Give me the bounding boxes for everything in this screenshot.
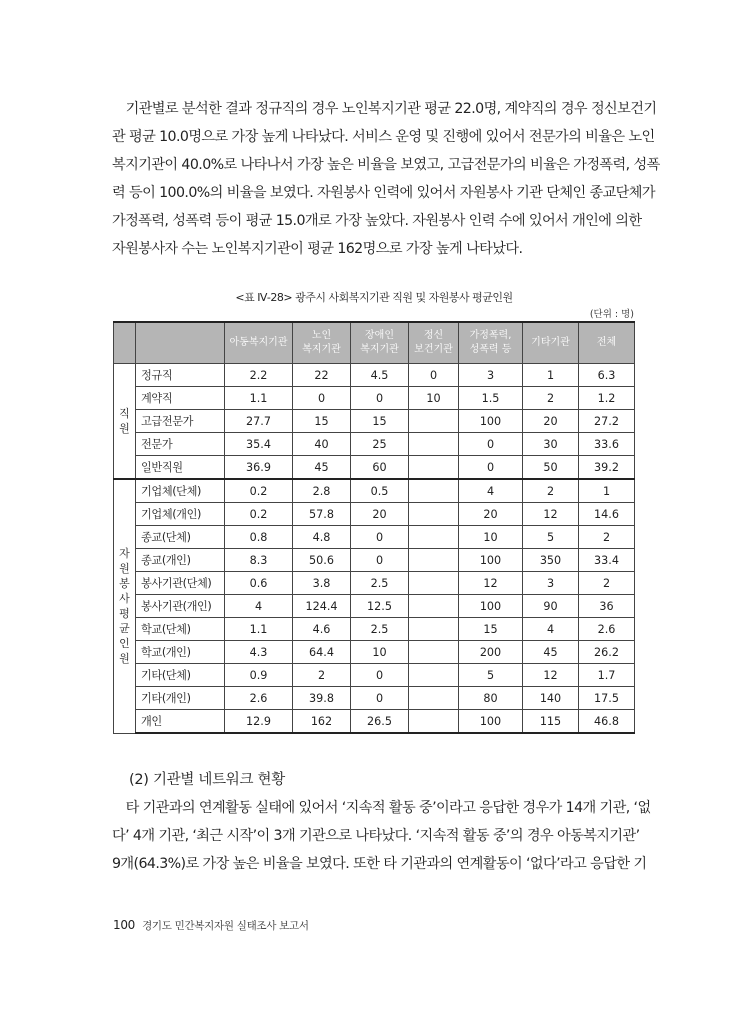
header-line: 보건기관: [414, 344, 453, 355]
table-cell: 30: [523, 433, 579, 456]
table-cell: 25: [351, 433, 409, 456]
table-cell: 1.5: [459, 387, 523, 410]
table-cell: [409, 410, 459, 433]
group-label-char: 평: [119, 607, 130, 621]
table-cell: 27.2: [579, 410, 635, 433]
table-cell: 10: [459, 526, 523, 549]
row-label: 기타(단체): [136, 664, 225, 687]
table-cell: 33.6: [579, 433, 635, 456]
group-label-char: 사: [119, 592, 130, 606]
header-other-agencies: 기타기관: [523, 322, 579, 364]
table-row: [114, 710, 635, 734]
table-cell: 12: [523, 503, 579, 526]
row-label: 학교(단체): [136, 618, 225, 641]
table-cell: 1.1: [225, 618, 293, 641]
table-cell: 1: [579, 479, 635, 503]
table-cell: 39.2: [579, 456, 635, 480]
table-cell: 33.4: [579, 549, 635, 572]
paragraph-line: 복지기관이 40.0%로 나타나서 가장 높은 비율을 보였고, 고급전문가의 비율은 가정폭력, 성폭: [112, 157, 660, 173]
paragraph-line: 자원봉사자 수는 노인복지기관이 평균 162명으로 가장 높게 나타났다.: [112, 241, 523, 257]
page-number: 100: [113, 918, 136, 932]
table-cell: 0: [351, 664, 409, 687]
row-label: 봉사기관(개인): [136, 595, 225, 618]
header-total: 전체: [579, 322, 635, 364]
group-label-char: 인: [119, 637, 130, 651]
table-cell: 50.6: [293, 549, 351, 572]
table-row: [114, 641, 635, 664]
table-cell: 2.5: [351, 618, 409, 641]
table-cell: 162: [293, 710, 351, 734]
paragraph-line: 9개(64.3%)로 가장 높은 비율을 보였다. 또한 타 기관과의 연계활동이 ‘없다’라고 응답한 기: [112, 856, 647, 872]
table-cell: 45: [523, 641, 579, 664]
table-unit: (단위 : 명): [589, 309, 634, 320]
table-cell: 0: [351, 687, 409, 710]
row-label: 정규직: [136, 364, 225, 387]
table-cell: 3.8: [293, 572, 351, 595]
header-child-welfare: 아동복지기관: [225, 322, 293, 364]
table-cell: 45: [293, 456, 351, 480]
table-row: [114, 687, 635, 710]
table-cell: 3: [523, 572, 579, 595]
table-row: [114, 410, 635, 433]
table-cell: 100: [459, 410, 523, 433]
report-title: 경기도 민간복지자원 실태조사 보고서: [142, 920, 309, 932]
paragraph-line: 력 등이 100.0%의 비율을 보였다. 자원봉사 인력에 있어서 자원봉사 기관 단체인 종교단체가: [112, 185, 655, 201]
table-cell: 350: [523, 549, 579, 572]
table-row: [114, 503, 635, 526]
table-cell: [409, 503, 459, 526]
table-cell: 8.3: [225, 549, 293, 572]
page-footer: [113, 918, 309, 933]
table-cell: 2: [579, 572, 635, 595]
table-cell: 5: [523, 526, 579, 549]
paragraph-line: 타 기관과의 연계활동 실태에 있어서 ‘지속적 활동 중’이라고 응답한 경우가 14개 기관, ‘없: [112, 800, 651, 816]
table-cell: 0.2: [225, 479, 293, 503]
table-cell: 200: [459, 641, 523, 664]
staff-volunteer-table: [113, 321, 635, 734]
table-cell: 0: [351, 549, 409, 572]
table-row: [114, 479, 635, 503]
table-caption: <표 Ⅳ-28> 광주시 사회복지기관 직원 및 자원봉사 평균인원: [235, 291, 513, 304]
table-cell: 5: [459, 664, 523, 687]
table-cell: 0.9: [225, 664, 293, 687]
row-label: 종교(개인): [136, 549, 225, 572]
table-cell: 4.3: [225, 641, 293, 664]
table-cell: 27.7: [225, 410, 293, 433]
table-cell: 40: [293, 433, 351, 456]
table-cell: 64.4: [293, 641, 351, 664]
table-cell: 12.5: [351, 595, 409, 618]
header-line: 장애인: [365, 330, 394, 341]
row-label: 종교(단체): [136, 526, 225, 549]
table-cell: 0.8: [225, 526, 293, 549]
table-cell: 12: [523, 664, 579, 687]
header-domestic-violence: [459, 322, 523, 364]
row-label: 고급전문가: [136, 410, 225, 433]
table-cell: 26.5: [351, 710, 409, 734]
header-mental-health: [409, 322, 459, 364]
table-row: [114, 572, 635, 595]
table-cell: 4: [459, 479, 523, 503]
table-cell: 1.2: [579, 387, 635, 410]
table-cell: 36: [579, 595, 635, 618]
table-cell: [409, 479, 459, 503]
table-cell: 50: [523, 456, 579, 480]
row-label: 기업체(단체): [136, 479, 225, 503]
table-cell: 100: [459, 549, 523, 572]
table-cell: 140: [523, 687, 579, 710]
table-row: [114, 618, 635, 641]
group-label-char: 원: [119, 562, 130, 576]
table-cell: 22: [293, 364, 351, 387]
table-row: [114, 433, 635, 456]
table-cell: 20: [459, 503, 523, 526]
table-cell: 4.6: [293, 618, 351, 641]
header-line: 성폭력 등: [469, 344, 512, 355]
table-cell: [409, 710, 459, 734]
table-cell: 0: [293, 387, 351, 410]
table-cell: 2: [523, 479, 579, 503]
table-cell: 4: [225, 595, 293, 618]
body-paragraph-2: [112, 794, 651, 878]
table-cell: [409, 664, 459, 687]
row-label: 전문가: [136, 433, 225, 456]
table-cell: 124.4: [293, 595, 351, 618]
table-row: [114, 387, 635, 410]
group-label-char: 자: [119, 547, 130, 561]
table-cell: 26.2: [579, 641, 635, 664]
table-row: [114, 456, 635, 480]
table-cell: 2.6: [579, 618, 635, 641]
table-cell: 2.6: [225, 687, 293, 710]
table-cell: 1.1: [225, 387, 293, 410]
table-cell: 3: [459, 364, 523, 387]
group-label-char: 원: [119, 652, 130, 666]
table-cell: 20: [523, 410, 579, 433]
table-cell: 1: [523, 364, 579, 387]
table-cell: 2: [579, 526, 635, 549]
table-cell: 4.8: [293, 526, 351, 549]
table-row: [114, 364, 635, 387]
header-elderly-welfare: [293, 322, 351, 364]
row-label: 일반직원: [136, 456, 225, 480]
section-title: (2) 기관별 네트워크 현황: [129, 772, 285, 788]
table-cell: 14.6: [579, 503, 635, 526]
header-blank: [114, 322, 136, 364]
header-blank: [136, 322, 225, 364]
paragraph-line: 다’ 4개 기관, ‘최근 시작’이 3개 기관으로 나타났다. ‘지속적 활동 중’의 경우 아동복지기관’: [112, 828, 640, 844]
table-cell: 0: [459, 433, 523, 456]
row-label: 계약직: [136, 387, 225, 410]
table-row: [114, 664, 635, 687]
table-row: [114, 526, 635, 549]
header-disability-welfare: [351, 322, 409, 364]
table-cell: 2.8: [293, 479, 351, 503]
row-label: 학교(개인): [136, 641, 225, 664]
table-cell: 80: [459, 687, 523, 710]
table-row: [114, 595, 635, 618]
table-cell: 17.5: [579, 687, 635, 710]
paragraph-line: 가정폭력, 성폭력 등이 평균 15.0개로 가장 높았다. 자원봉사 인력 수에 있어서 개인에 의한: [112, 213, 642, 229]
table-row: [114, 549, 635, 572]
table-cell: 0: [351, 526, 409, 549]
header-line: 정신: [423, 330, 444, 341]
table-cell: 10: [351, 641, 409, 664]
table-cell: 46.8: [579, 710, 635, 734]
table-cell: 36.9: [225, 456, 293, 480]
row-label: 기업체(개인): [136, 503, 225, 526]
table-cell: 90: [523, 595, 579, 618]
table-cell: [409, 526, 459, 549]
table-cell: 0: [351, 387, 409, 410]
table-cell: 0: [409, 364, 459, 387]
table-header-row: [114, 322, 635, 364]
table-cell: 15: [293, 410, 351, 433]
row-label: 봉사기관(단체): [136, 572, 225, 595]
header-line: 노인: [311, 330, 332, 341]
table-cell: [409, 456, 459, 480]
table-cell: 60: [351, 456, 409, 480]
group-label-char: 직: [119, 407, 130, 420]
paragraph-line: 관 평균 10.0명으로 가장 높게 나타났다. 서비스 운영 및 진행에 있어서 전문가의 비율은 노인: [112, 129, 655, 145]
table-cell: [409, 595, 459, 618]
header-line: 복지기관: [302, 344, 341, 355]
table-cell: 15: [351, 410, 409, 433]
table-cell: 115: [523, 710, 579, 734]
table-cell: 2: [523, 387, 579, 410]
table-cell: 1.7: [579, 664, 635, 687]
table-cell: [409, 572, 459, 595]
row-label: 기타(개인): [136, 687, 225, 710]
table-cell: 2.5: [351, 572, 409, 595]
table-cell: [409, 549, 459, 572]
table-cell: 10: [409, 387, 459, 410]
table-cell: 20: [351, 503, 409, 526]
paragraph-line: 기관별로 분석한 결과 정규직의 경우 노인복지기관 평균 22.0명, 계약직의 경우 정신보건기: [112, 101, 657, 117]
table-cell: 0.5: [351, 479, 409, 503]
table-cell: [409, 687, 459, 710]
header-line: 복지기관: [360, 344, 399, 355]
table-cell: 57.8: [293, 503, 351, 526]
table-cell: 2: [293, 664, 351, 687]
table-cell: 100: [459, 595, 523, 618]
table-cell: [409, 433, 459, 456]
row-label: 개인: [136, 710, 225, 734]
volunteer-group-label: [114, 479, 136, 733]
table-cell: 6.3: [579, 364, 635, 387]
header-line: 가정폭력,: [469, 330, 512, 341]
table-cell: 35.4: [225, 433, 293, 456]
table-cell: 4.5: [351, 364, 409, 387]
body-paragraph-1: [112, 95, 660, 263]
table-cell: 0.6: [225, 572, 293, 595]
table-cell: 12: [459, 572, 523, 595]
table-cell: [409, 618, 459, 641]
table-cell: 12.9: [225, 710, 293, 734]
table-cell: 39.8: [293, 687, 351, 710]
table-cell: 0: [459, 456, 523, 480]
table-cell: 100: [459, 710, 523, 734]
table-cell: 4: [523, 618, 579, 641]
group-label-char: 균: [119, 622, 130, 636]
table-cell: 2.2: [225, 364, 293, 387]
table-cell: 15: [459, 618, 523, 641]
group-label-char: 원: [119, 422, 130, 435]
table-cell: 0.2: [225, 503, 293, 526]
staff-group-label: [114, 364, 136, 480]
group-label-char: 봉: [119, 577, 130, 591]
table-cell: [409, 641, 459, 664]
